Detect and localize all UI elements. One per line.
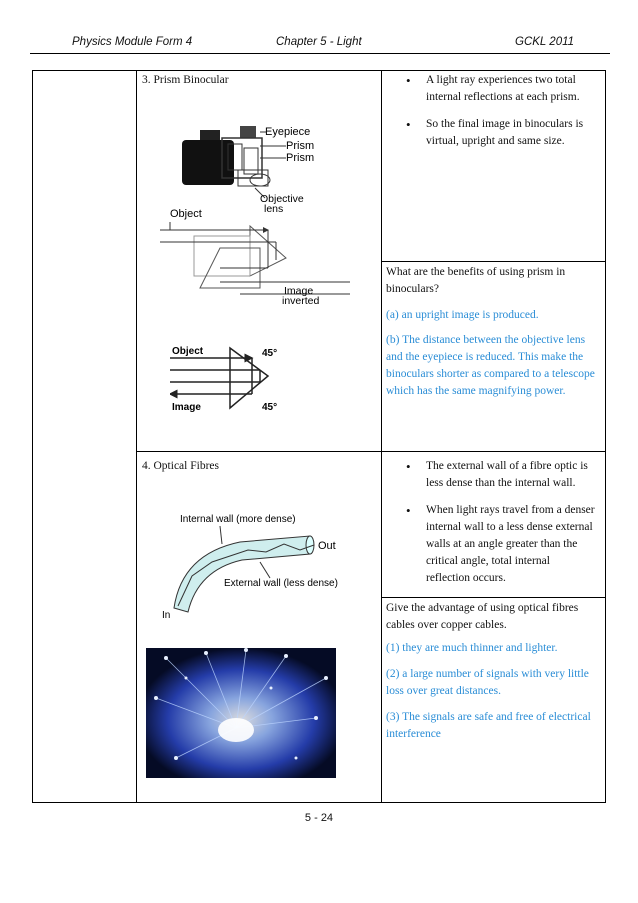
label-eyepiece: Eyepiece (265, 126, 311, 138)
section-4-bullet-2: • When light rays travel from a denser internal wall to a less dense external walls at an angle greater than the critical angle, total internal reflection occurs. (404, 502, 596, 587)
label-internal-wall: Internal wall (more dense) (180, 514, 296, 525)
column-divider-2 (381, 71, 382, 802)
header-module-title: Physics Module Form 4 (72, 36, 193, 48)
label-image-2: Image (172, 402, 201, 413)
section-4-bullets (404, 458, 596, 597)
section-3-title: 3. Prism Binocular (142, 74, 229, 86)
label-out: Out (318, 540, 336, 552)
header-school-year: GCKL 2011 (515, 36, 575, 48)
section-3-answer-a: (a) an upright image is produced. (386, 309, 539, 321)
label-prism-2: Prism (286, 152, 315, 164)
binocular-diagram (160, 118, 350, 308)
label-in: In (162, 610, 171, 620)
label-object: Object (170, 208, 202, 220)
label-external-wall: External wall (less dense) (224, 578, 338, 589)
optical-fibre-diagram (160, 508, 340, 620)
label-prism-1: Prism (286, 140, 315, 152)
header-rule (30, 53, 610, 54)
header-chapter: Chapter 5 - Light (276, 36, 362, 48)
section-4-answer-1: (1) they are much thinner and lighter. (386, 642, 558, 654)
column-divider-1 (136, 71, 137, 802)
section-3-bullet-1: • A light ray experiences two total internal reflections at each prism. (404, 72, 594, 106)
binocular-eyepiece-cup (200, 130, 220, 140)
section-4-title: 4. Optical Fibres (142, 460, 219, 472)
label-lens: lens (264, 203, 284, 215)
row-divider-section-4 (136, 451, 605, 452)
page-number: 5 - 24 (304, 812, 334, 824)
section-4-answer-3: (3) The signals are safe and free of electrical interference (386, 711, 591, 740)
section-3-bullet-2: • So the final image in binoculars is virtual, upright and same size. (404, 116, 594, 150)
section-4-answer-2: (2) a large number of signals with very little loss over great distances. (386, 668, 589, 697)
label-angle-2: 45° (262, 402, 278, 413)
label-objective: Objective (260, 193, 304, 205)
label-inverted: inverted (282, 295, 320, 307)
prism-reflection-diagram (170, 344, 300, 416)
binocular-eyepiece-right (240, 126, 256, 138)
section-4-question: Give the advantage of using optical fibres cables over copper cables. (386, 602, 579, 631)
row-divider-question-4 (381, 597, 605, 598)
label-image: Image (284, 285, 314, 297)
fibre-optic-photo (146, 648, 336, 778)
section-3-question: What are the benefits of using prism in binoculars? (386, 266, 566, 295)
row-divider-question-3 (381, 261, 605, 262)
label-object-2: Object (172, 346, 204, 357)
label-angle-1: 45° (262, 348, 278, 359)
section-3-bullets (404, 72, 594, 160)
section-3-answer-b: (b) The distance between the objective lens and the eyepiece is reduced. This make the binoculars shorter as compared to a telescope which has the same magnifying power. (386, 334, 595, 397)
section-4-bullet-1: • The external wall of a fibre optic is less dense than the internal wall. (404, 458, 596, 492)
binocular-objective-lens (250, 174, 270, 186)
